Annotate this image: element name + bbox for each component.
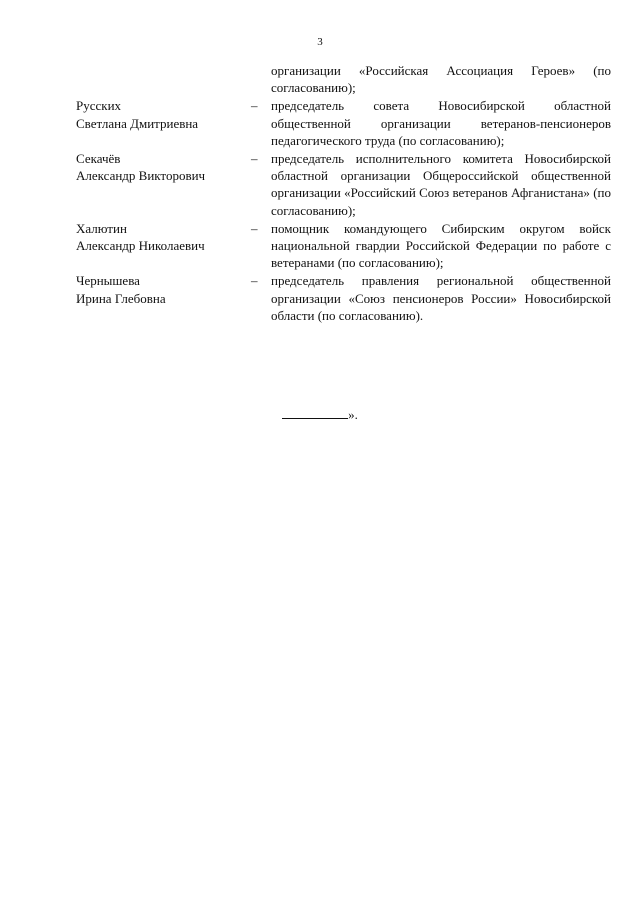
member-first-names: Ирина Глебовна	[76, 290, 166, 306]
member-last-name: Чернышева	[76, 273, 140, 289]
member-last-name: Русских	[76, 98, 122, 114]
member-first-names: Александр Николаевич	[76, 238, 205, 254]
member-last-name: Секачёв	[76, 151, 121, 167]
member-dash: –	[251, 220, 258, 236]
member-row	[0, 272, 640, 324]
member-row	[0, 220, 640, 272]
member-name	[76, 150, 246, 184]
member-row	[0, 97, 640, 149]
closing-line	[0, 407, 640, 423]
member-row	[0, 62, 640, 96]
member-list	[0, 62, 640, 325]
member-role: председатель правления региональной общественной организации «Союз пенсионеров России» Новосибирской области (по согласованию).	[271, 273, 611, 323]
member-row	[0, 150, 640, 219]
member-role: помощник командующего Сибирским округом войск национальной гвардии Российской Федерации по работе с ветеранами (по согласованию);	[271, 220, 611, 271]
member-first-names: Александр Викторович	[76, 168, 206, 184]
member-dash: –	[251, 98, 258, 114]
member-name	[76, 272, 246, 306]
closing-mark: ».	[348, 407, 358, 422]
member-role: председатель исполнительного комитета Новосибирской областной организации Общероссийской общественной организации «Российский Союз ветеранов Афганистана» (по согласованию);	[271, 151, 611, 218]
member-dash: –	[251, 151, 258, 167]
member-name	[76, 220, 246, 254]
member-role: организации «Российская Ассоциация Героев» (по согласованию);	[271, 63, 611, 96]
member-dash: –	[251, 273, 258, 289]
page-number: 3	[317, 36, 323, 48]
member-first-names: Светлана Дмитриевна	[76, 115, 199, 131]
member-name	[76, 97, 246, 131]
member-last-name: Халютин	[76, 220, 127, 236]
closing-underline	[282, 407, 348, 419]
member-role: председатель совета Новосибирской областной общественной организации ветеранов-пенсионеров педагогического труда (по согласованию);	[271, 98, 611, 148]
